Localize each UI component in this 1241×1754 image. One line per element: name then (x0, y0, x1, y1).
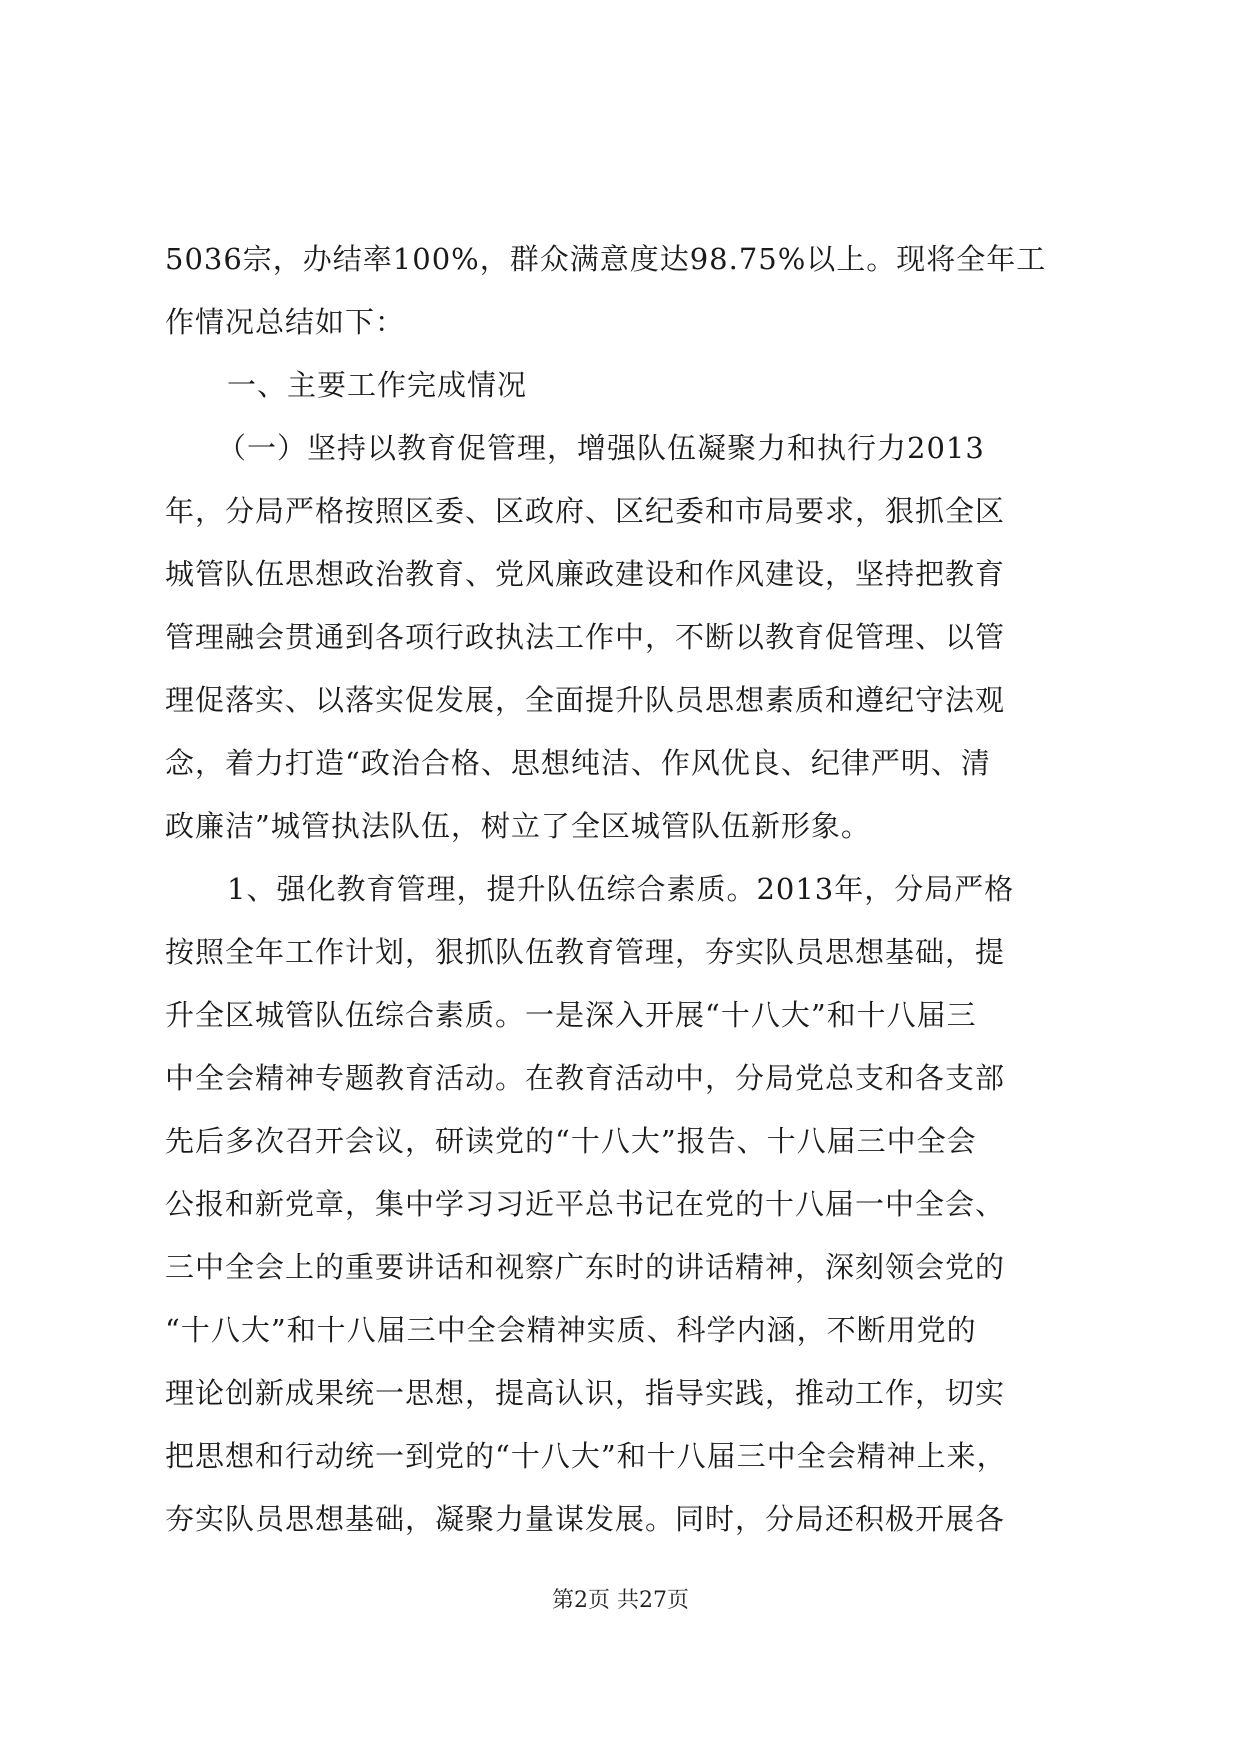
text-line: 5036宗，办结率100%，群众满意度达98.75%以上。现将全年工 (165, 242, 1047, 276)
text-line: 升全区城管队伍综合素质。一是深入开展“十八大”和十八届三 (165, 998, 977, 1032)
section-heading: 一、主要工作完成情况 (227, 368, 528, 402)
paragraph-start: 1、强化教育管理，提升队伍综合素质。2013年，分局严格 (227, 872, 1015, 906)
text-line: 管理融会贯通到各项行政执法工作中，不断以教育促管理、以管 (165, 620, 1006, 654)
text-line: 年，分局严格按照区委、区政府、区纪委和市局要求，狠抓全区 (165, 494, 1006, 528)
text-line: 念，着力打造“政治合格、思想纯洁、作风优良、纪律严明、清 (165, 746, 991, 780)
text-line: 理论创新成果统一思想，提高认识，指导实践，推动工作，切实 (165, 1376, 1006, 1410)
text-line: 城管队伍思想政治教育、党风廉政建设和作风建设，坚持把教育 (165, 557, 1006, 591)
text-line: 作情况总结如下： (165, 305, 406, 339)
text-line: 中全会精神专题教育活动。在教育活动中，分局党总支和各支部 (165, 1061, 1006, 1095)
text-line: 按照全年工作计划，狠抓队伍教育管理，夯实队员思想基础，提 (165, 935, 1006, 969)
text-line: 夯实队员思想基础，凝聚力量谋发展。同时，分局还积极开展各 (165, 1502, 1006, 1536)
text-line: 先后多次召开会议，研读党的“十八大”报告、十八届三中全会 (165, 1124, 977, 1158)
page-number-footer: 第2页 共27页 (552, 1588, 689, 1613)
text-line: 三中全会上的重要讲话和视察广东时的讲话精神，深刻领会党的 (165, 1250, 1006, 1284)
text-line: 公报和新党章，集中学习习近平总书记在党的十八届一中全会、 (165, 1187, 1006, 1221)
document-body (165, 228, 1083, 1551)
text-line: 政廉洁”城管执法队伍，树立了全区城管队伍新形象。 (165, 809, 871, 843)
text-line: 理促落实、以落实促发展，全面提升队员思想素质和遵纪守法观 (165, 683, 1006, 717)
text-line: 把思想和行动统一到党的“十八大”和十八届三中全会精神上来， (165, 1439, 1007, 1473)
text-line: “十八大”和十八届三中全会精神实质、科学内涵，不断用党的 (165, 1313, 977, 1347)
subsection-heading: （一）坚持以教育促管理，增强队伍凝聚力和执行力2013 (217, 431, 985, 465)
